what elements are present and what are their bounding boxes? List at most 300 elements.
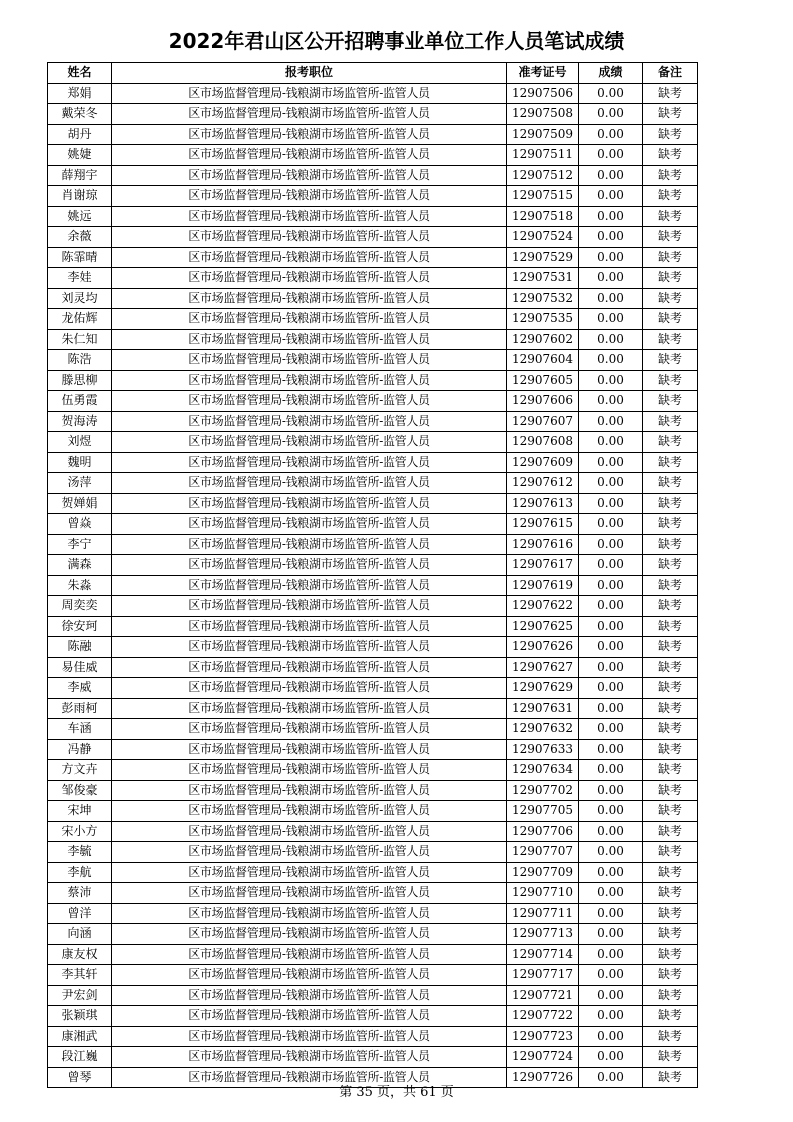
cell-score: 0.00: [579, 985, 643, 1006]
header-position: 报考职位: [112, 63, 507, 84]
cell-position: 区市场监督管理局-钱粮湖市场监管所-监管人员: [112, 534, 507, 555]
cell-name: 伍勇霞: [48, 391, 112, 412]
cell-position: 区市场监督管理局-钱粮湖市场监管所-监管人员: [112, 350, 507, 371]
cell-score: 0.00: [579, 432, 643, 453]
cell-position: 区市场监督管理局-钱粮湖市场监管所-监管人员: [112, 555, 507, 576]
table-row: [48, 268, 698, 289]
cell-name: 曾焱: [48, 514, 112, 535]
cell-position: 区市场监督管理局-钱粮湖市场监管所-监管人员: [112, 965, 507, 986]
header-remark: 备注: [643, 63, 698, 84]
cell-score: 0.00: [579, 493, 643, 514]
cell-name: 冯静: [48, 739, 112, 760]
cell-name: 邹俊豪: [48, 780, 112, 801]
cell-name: 周奕奕: [48, 596, 112, 617]
cell-exam-id: 12907605: [507, 370, 579, 391]
cell-remark: 缺考: [643, 514, 698, 535]
cell-position: 区市场监督管理局-钱粮湖市场监管所-监管人员: [112, 596, 507, 617]
cell-position: 区市场监督管理局-钱粮湖市场监管所-监管人员: [112, 780, 507, 801]
table-row: [48, 288, 698, 309]
cell-exam-id: 12907615: [507, 514, 579, 535]
header-name: 姓名: [48, 63, 112, 84]
table-row: [48, 227, 698, 248]
table-row: [48, 616, 698, 637]
cell-position: 区市场监督管理局-钱粮湖市场监管所-监管人员: [112, 104, 507, 125]
cell-exam-id: 12907524: [507, 227, 579, 248]
cell-name: 易佳威: [48, 657, 112, 678]
cell-exam-id: 12907609: [507, 452, 579, 473]
cell-exam-id: 12907627: [507, 657, 579, 678]
cell-position: 区市场监督管理局-钱粮湖市场监管所-监管人员: [112, 862, 507, 883]
header-score: 成绩: [579, 63, 643, 84]
cell-remark: 缺考: [643, 780, 698, 801]
cell-name: 陈浩: [48, 350, 112, 371]
cell-position: 区市场监督管理局-钱粮湖市场监管所-监管人员: [112, 760, 507, 781]
cell-position: 区市场监督管理局-钱粮湖市场监管所-监管人员: [112, 391, 507, 412]
cell-name: 刘煜: [48, 432, 112, 453]
cell-position: 区市场监督管理局-钱粮湖市场监管所-监管人员: [112, 985, 507, 1006]
cell-name: 李宁: [48, 534, 112, 555]
cell-name: 姚远: [48, 206, 112, 227]
cell-name: 方文卉: [48, 760, 112, 781]
table-row: [48, 760, 698, 781]
cell-score: 0.00: [579, 883, 643, 904]
cell-score: 0.00: [579, 1067, 643, 1088]
cell-score: 0.00: [579, 616, 643, 637]
cell-exam-id: 12907710: [507, 883, 579, 904]
cell-score: 0.00: [579, 780, 643, 801]
cell-position: 区市场监督管理局-钱粮湖市场监管所-监管人员: [112, 678, 507, 699]
cell-remark: 缺考: [643, 698, 698, 719]
cell-score: 0.00: [579, 1026, 643, 1047]
table-row: [48, 821, 698, 842]
cell-name: 向涵: [48, 924, 112, 945]
cell-name: 陈融: [48, 637, 112, 658]
cell-exam-id: 12907616: [507, 534, 579, 555]
cell-name: 滕思柳: [48, 370, 112, 391]
cell-position: 区市场监督管理局-钱粮湖市场监管所-监管人员: [112, 268, 507, 289]
cell-name: 徐安珂: [48, 616, 112, 637]
cell-score: 0.00: [579, 1047, 643, 1068]
cell-remark: 缺考: [643, 473, 698, 494]
cell-position: 区市场监督管理局-钱粮湖市场监管所-监管人员: [112, 206, 507, 227]
cell-name: 龙佑辉: [48, 309, 112, 330]
table-row: [48, 370, 698, 391]
cell-name: 汤萍: [48, 473, 112, 494]
cell-exam-id: 12907717: [507, 965, 579, 986]
cell-score: 0.00: [579, 760, 643, 781]
cell-exam-id: 12907606: [507, 391, 579, 412]
table-row: [48, 411, 698, 432]
cell-name: 肖谢琼: [48, 186, 112, 207]
cell-exam-id: 12907726: [507, 1067, 579, 1088]
cell-score: 0.00: [579, 309, 643, 330]
table-row: [48, 801, 698, 822]
cell-exam-id: 12907511: [507, 145, 579, 166]
table-row: [48, 1006, 698, 1027]
cell-position: 区市场监督管理局-钱粮湖市场监管所-监管人员: [112, 801, 507, 822]
cell-exam-id: 12907631: [507, 698, 579, 719]
cell-name: 朱仁知: [48, 329, 112, 350]
cell-remark: 缺考: [643, 288, 698, 309]
table-row: [48, 842, 698, 863]
cell-position: 区市场监督管理局-钱粮湖市场监管所-监管人员: [112, 329, 507, 350]
cell-position: 区市场监督管理局-钱粮湖市场监管所-监管人员: [112, 883, 507, 904]
table-row: [48, 329, 698, 350]
cell-name: 车涵: [48, 719, 112, 740]
table-row: [48, 985, 698, 1006]
cell-name: 戴荣冬: [48, 104, 112, 125]
cell-exam-id: 12907506: [507, 83, 579, 104]
table-row: [48, 575, 698, 596]
table-row: [48, 83, 698, 104]
cell-score: 0.00: [579, 514, 643, 535]
cell-exam-id: 12907509: [507, 124, 579, 145]
cell-exam-id: 12907713: [507, 924, 579, 945]
table-row: [48, 555, 698, 576]
cell-exam-id: 12907508: [507, 104, 579, 125]
cell-position: 区市场监督管理局-钱粮湖市场监管所-监管人员: [112, 1047, 507, 1068]
cell-exam-id: 12907634: [507, 760, 579, 781]
cell-score: 0.00: [579, 350, 643, 371]
cell-name: 尹宏剑: [48, 985, 112, 1006]
cell-remark: 缺考: [643, 227, 698, 248]
cell-score: 0.00: [579, 575, 643, 596]
cell-score: 0.00: [579, 719, 643, 740]
cell-remark: 缺考: [643, 165, 698, 186]
cell-score: 0.00: [579, 104, 643, 125]
cell-remark: 缺考: [643, 944, 698, 965]
table-row: [48, 903, 698, 924]
cell-position: 区市场监督管理局-钱粮湖市场监管所-监管人员: [112, 657, 507, 678]
cell-name: 贺海涛: [48, 411, 112, 432]
cell-exam-id: 12907633: [507, 739, 579, 760]
table-row: [48, 350, 698, 371]
cell-score: 0.00: [579, 678, 643, 699]
cell-remark: 缺考: [643, 391, 698, 412]
cell-score: 0.00: [579, 370, 643, 391]
cell-position: 区市场监督管理局-钱粮湖市场监管所-监管人员: [112, 739, 507, 760]
cell-remark: 缺考: [643, 862, 698, 883]
cell-position: 区市场监督管理局-钱粮湖市场监管所-监管人员: [112, 1026, 507, 1047]
cell-name: 张颖琪: [48, 1006, 112, 1027]
table-row: [48, 780, 698, 801]
cell-score: 0.00: [579, 801, 643, 822]
cell-exam-id: 12907629: [507, 678, 579, 699]
table-row: [48, 924, 698, 945]
cell-remark: 缺考: [643, 965, 698, 986]
cell-exam-id: 12907626: [507, 637, 579, 658]
page-title: 2022年君山区公开招聘事业单位工作人员笔试成绩: [168, 29, 625, 53]
cell-exam-id: 12907532: [507, 288, 579, 309]
cell-score: 0.00: [579, 227, 643, 248]
cell-remark: 缺考: [643, 411, 698, 432]
cell-name: 李威: [48, 678, 112, 699]
cell-name: 郑娟: [48, 83, 112, 104]
cell-name: 段江巍: [48, 1047, 112, 1068]
cell-remark: 缺考: [643, 985, 698, 1006]
cell-remark: 缺考: [643, 903, 698, 924]
cell-remark: 缺考: [643, 1006, 698, 1027]
table-row: [48, 186, 698, 207]
cell-position: 区市场监督管理局-钱粮湖市场监管所-监管人员: [112, 145, 507, 166]
cell-score: 0.00: [579, 83, 643, 104]
cell-score: 0.00: [579, 842, 643, 863]
table-row: [48, 514, 698, 535]
cell-exam-id: 12907531: [507, 268, 579, 289]
cell-position: 区市场监督管理局-钱粮湖市场监管所-监管人员: [112, 124, 507, 145]
cell-exam-id: 12907619: [507, 575, 579, 596]
cell-name: 彭雨柯: [48, 698, 112, 719]
cell-name: 陈霏晴: [48, 247, 112, 268]
cell-remark: 缺考: [643, 145, 698, 166]
cell-exam-id: 12907515: [507, 186, 579, 207]
cell-position: 区市场监督管理局-钱粮湖市场监管所-监管人员: [112, 903, 507, 924]
cell-remark: 缺考: [643, 555, 698, 576]
cell-exam-id: 12907707: [507, 842, 579, 863]
cell-score: 0.00: [579, 821, 643, 842]
table-row: [48, 965, 698, 986]
table-row: [48, 678, 698, 699]
cell-position: 区市场监督管理局-钱粮湖市场监管所-监管人员: [112, 842, 507, 863]
cell-score: 0.00: [579, 698, 643, 719]
cell-score: 0.00: [579, 473, 643, 494]
cell-remark: 缺考: [643, 493, 698, 514]
table-row: [48, 534, 698, 555]
cell-remark: 缺考: [643, 268, 698, 289]
cell-exam-id: 12907632: [507, 719, 579, 740]
cell-position: 区市场监督管理局-钱粮湖市场监管所-监管人员: [112, 719, 507, 740]
cell-position: 区市场监督管理局-钱粮湖市场监管所-监管人员: [112, 432, 507, 453]
cell-position: 区市场监督管理局-钱粮湖市场监管所-监管人员: [112, 411, 507, 432]
cell-score: 0.00: [579, 411, 643, 432]
cell-score: 0.00: [579, 247, 643, 268]
cell-remark: 缺考: [643, 719, 698, 740]
cell-score: 0.00: [579, 268, 643, 289]
cell-exam-id: 12907602: [507, 329, 579, 350]
cell-remark: 缺考: [643, 637, 698, 658]
cell-exam-id: 12907705: [507, 801, 579, 822]
cell-position: 区市场监督管理局-钱粮湖市场监管所-监管人员: [112, 227, 507, 248]
cell-remark: 缺考: [643, 309, 698, 330]
cell-remark: 缺考: [643, 350, 698, 371]
table-row: [48, 1047, 698, 1068]
cell-remark: 缺考: [643, 1067, 698, 1088]
table-row: [48, 739, 698, 760]
cell-remark: 缺考: [643, 801, 698, 822]
cell-position: 区市场监督管理局-钱粮湖市场监管所-监管人员: [112, 309, 507, 330]
cell-remark: 缺考: [643, 329, 698, 350]
cell-name: 蔡沛: [48, 883, 112, 904]
cell-position: 区市场监督管理局-钱粮湖市场监管所-监管人员: [112, 616, 507, 637]
cell-remark: 缺考: [643, 821, 698, 842]
page-number: 第 35 页，共 61 页: [339, 1085, 454, 1100]
cell-position: 区市场监督管理局-钱粮湖市场监管所-监管人员: [112, 473, 507, 494]
cell-remark: 缺考: [643, 657, 698, 678]
cell-score: 0.00: [579, 739, 643, 760]
cell-name: 姚婕: [48, 145, 112, 166]
cell-position: 区市场监督管理局-钱粮湖市场监管所-监管人员: [112, 924, 507, 945]
cell-remark: 缺考: [643, 883, 698, 904]
cell-exam-id: 12907711: [507, 903, 579, 924]
table-row: [48, 719, 698, 740]
cell-score: 0.00: [579, 452, 643, 473]
cell-score: 0.00: [579, 145, 643, 166]
cell-exam-id: 12907604: [507, 350, 579, 371]
cell-name: 宋坤: [48, 801, 112, 822]
table-row: [48, 944, 698, 965]
cell-score: 0.00: [579, 391, 643, 412]
table-row: [48, 452, 698, 473]
cell-name: 李其轩: [48, 965, 112, 986]
cell-score: 0.00: [579, 555, 643, 576]
cell-name: 朱淼: [48, 575, 112, 596]
cell-remark: 缺考: [643, 575, 698, 596]
cell-remark: 缺考: [643, 596, 698, 617]
cell-exam-id: 12907529: [507, 247, 579, 268]
table-row: [48, 104, 698, 125]
cell-remark: 缺考: [643, 924, 698, 945]
cell-remark: 缺考: [643, 616, 698, 637]
cell-score: 0.00: [579, 165, 643, 186]
cell-position: 区市场监督管理局-钱粮湖市场监管所-监管人员: [112, 165, 507, 186]
cell-remark: 缺考: [643, 452, 698, 473]
cell-remark: 缺考: [643, 432, 698, 453]
cell-remark: 缺考: [643, 206, 698, 227]
cell-score: 0.00: [579, 965, 643, 986]
cell-position: 区市场监督管理局-钱粮湖市场监管所-监管人员: [112, 1006, 507, 1027]
cell-position: 区市场监督管理局-钱粮湖市场监管所-监管人员: [112, 288, 507, 309]
cell-remark: 缺考: [643, 124, 698, 145]
cell-exam-id: 12907622: [507, 596, 579, 617]
table-row: [48, 432, 698, 453]
cell-remark: 缺考: [643, 534, 698, 555]
cell-exam-id: 12907613: [507, 493, 579, 514]
table-row: [48, 124, 698, 145]
cell-name: 康友权: [48, 944, 112, 965]
cell-exam-id: 12907512: [507, 165, 579, 186]
cell-exam-id: 12907714: [507, 944, 579, 965]
cell-position: 区市场监督管理局-钱粮湖市场监管所-监管人员: [112, 637, 507, 658]
cell-score: 0.00: [579, 903, 643, 924]
cell-name: 宋小方: [48, 821, 112, 842]
cell-exam-id: 12907625: [507, 616, 579, 637]
table-row: [48, 493, 698, 514]
cell-name: 贺婵娟: [48, 493, 112, 514]
table-row: [48, 657, 698, 678]
cell-exam-id: 12907723: [507, 1026, 579, 1047]
cell-name: 满森: [48, 555, 112, 576]
cell-exam-id: 12907617: [507, 555, 579, 576]
table-row: [48, 883, 698, 904]
header-exam-id: 准考证号: [507, 63, 579, 84]
cell-remark: 缺考: [643, 1047, 698, 1068]
table-row: [48, 165, 698, 186]
cell-name: 康湘武: [48, 1026, 112, 1047]
cell-exam-id: 12907607: [507, 411, 579, 432]
cell-remark: 缺考: [643, 842, 698, 863]
cell-position: 区市场监督管理局-钱粮湖市场监管所-监管人员: [112, 698, 507, 719]
cell-exam-id: 12907702: [507, 780, 579, 801]
table-row: [48, 206, 698, 227]
cell-exam-id: 12907608: [507, 432, 579, 453]
table-row: [48, 1026, 698, 1047]
cell-remark: 缺考: [643, 104, 698, 125]
table-row: [48, 247, 698, 268]
cell-score: 0.00: [579, 596, 643, 617]
cell-position: 区市场监督管理局-钱粮湖市场监管所-监管人员: [112, 247, 507, 268]
cell-score: 0.00: [579, 124, 643, 145]
cell-name: 曾洋: [48, 903, 112, 924]
cell-exam-id: 12907518: [507, 206, 579, 227]
cell-score: 0.00: [579, 924, 643, 945]
cell-exam-id: 12907721: [507, 985, 579, 1006]
cell-score: 0.00: [579, 862, 643, 883]
scores-table: [47, 62, 698, 1088]
table-row: [48, 391, 698, 412]
cell-score: 0.00: [579, 657, 643, 678]
cell-position: 区市场监督管理局-钱粮湖市场监管所-监管人员: [112, 821, 507, 842]
cell-position: 区市场监督管理局-钱粮湖市场监管所-监管人员: [112, 514, 507, 535]
cell-position: 区市场监督管理局-钱粮湖市场监管所-监管人员: [112, 575, 507, 596]
cell-name: 李毓: [48, 842, 112, 863]
cell-remark: 缺考: [643, 83, 698, 104]
cell-exam-id: 12907709: [507, 862, 579, 883]
cell-score: 0.00: [579, 1006, 643, 1027]
cell-name: 李娃: [48, 268, 112, 289]
cell-exam-id: 12907612: [507, 473, 579, 494]
cell-name: 薛翔宇: [48, 165, 112, 186]
cell-position: 区市场监督管理局-钱粮湖市场监管所-监管人员: [112, 186, 507, 207]
cell-exam-id: 12907535: [507, 309, 579, 330]
cell-position: 区市场监督管理局-钱粮湖市场监管所-监管人员: [112, 944, 507, 965]
cell-remark: 缺考: [643, 370, 698, 391]
cell-name: 胡丹: [48, 124, 112, 145]
cell-name: 李航: [48, 862, 112, 883]
cell-name: 刘灵均: [48, 288, 112, 309]
cell-remark: 缺考: [643, 760, 698, 781]
cell-remark: 缺考: [643, 1026, 698, 1047]
table-row: [48, 596, 698, 617]
cell-position: 区市场监督管理局-钱粮湖市场监管所-监管人员: [112, 370, 507, 391]
table-row: [48, 637, 698, 658]
cell-exam-id: 12907706: [507, 821, 579, 842]
cell-name: 余薇: [48, 227, 112, 248]
cell-exam-id: 12907724: [507, 1047, 579, 1068]
table-row: [48, 145, 698, 166]
table-row: [48, 473, 698, 494]
table-row: [48, 309, 698, 330]
table-body: [48, 83, 698, 1088]
cell-remark: 缺考: [643, 678, 698, 699]
table-row: [48, 698, 698, 719]
cell-name: 曾琴: [48, 1067, 112, 1088]
cell-position: 区市场监督管理局-钱粮湖市场监管所-监管人员: [112, 452, 507, 473]
cell-position: 区市场监督管理局-钱粮湖市场监管所-监管人员: [112, 83, 507, 104]
cell-score: 0.00: [579, 186, 643, 207]
cell-position: 区市场监督管理局-钱粮湖市场监管所-监管人员: [112, 493, 507, 514]
cell-score: 0.00: [579, 206, 643, 227]
table-row: [48, 862, 698, 883]
header-row: [48, 63, 698, 84]
cell-score: 0.00: [579, 329, 643, 350]
cell-score: 0.00: [579, 944, 643, 965]
cell-position: 区市场监督管理局-钱粮湖市场监管所-监管人员: [112, 1067, 507, 1088]
cell-name: 魏明: [48, 452, 112, 473]
cell-score: 0.00: [579, 288, 643, 309]
cell-exam-id: 12907722: [507, 1006, 579, 1027]
cell-score: 0.00: [579, 534, 643, 555]
cell-remark: 缺考: [643, 247, 698, 268]
